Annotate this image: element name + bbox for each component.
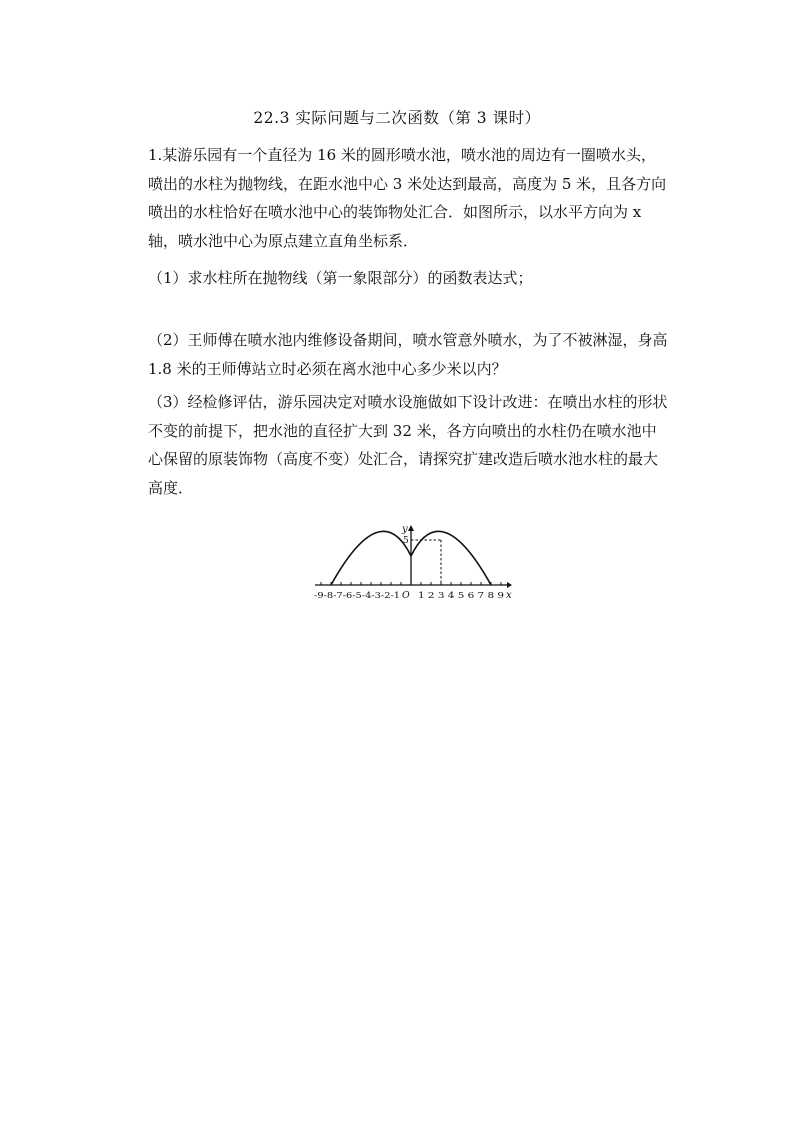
right-parabola bbox=[411, 531, 491, 585]
x-axis-arrow bbox=[507, 582, 512, 588]
fountain-parabola-figure bbox=[310, 523, 516, 605]
x-tick-labels-negative: -9-8-7-6-5-4-3-2-1 bbox=[314, 591, 400, 601]
origin-label: O bbox=[402, 590, 410, 601]
x-axis-label: x bbox=[506, 590, 512, 601]
problem-intro: 1.某游乐园有一个直径为 16 米的圆形喷水池，喷水池的周边有一圈喷水头，喷出的水柱为抛物线，在距水池中心 3 米处达到最高，高度为 5 米，且各方向喷出的水柱恰好在喷水池中心的装饰物处汇合．如图所示，以水平方向为 x 轴，喷水池中心为原点建立直角坐标系． bbox=[148, 146, 667, 250]
y-axis-arrow bbox=[408, 525, 414, 531]
y-tick-label: 5 bbox=[403, 536, 409, 546]
question-1: （1）求水柱所在抛物线（第一象限部分）的函数表达式； bbox=[148, 269, 533, 287]
question-2: （2）王师傅在喷水池内维修设备期间，喷水管意外喷水，为了不被淋湿，身高 1.8 米的王师傅站立时必须在离水池中心多少米以内？ bbox=[148, 331, 668, 378]
question-3: （3）经检修评估，游乐园决定对喷水设施做如下设计改进：在喷出水柱的形状不变的前提下，把水池的直径扩大到 32 米，各方向喷出的水柱仍在喷水池中心保留的原装饰物（高度不变）处汇合，请探究扩建改造后喷水池水柱的最大高度． bbox=[148, 393, 668, 497]
left-parabola bbox=[331, 531, 411, 585]
y-axis-label: y bbox=[402, 524, 408, 535]
page-title: 22.3 实际问题与二次函数（第 3 课时） bbox=[253, 109, 541, 127]
x-tick-labels-positive: 1 2 3 4 5 6 7 8 9 bbox=[418, 591, 504, 601]
